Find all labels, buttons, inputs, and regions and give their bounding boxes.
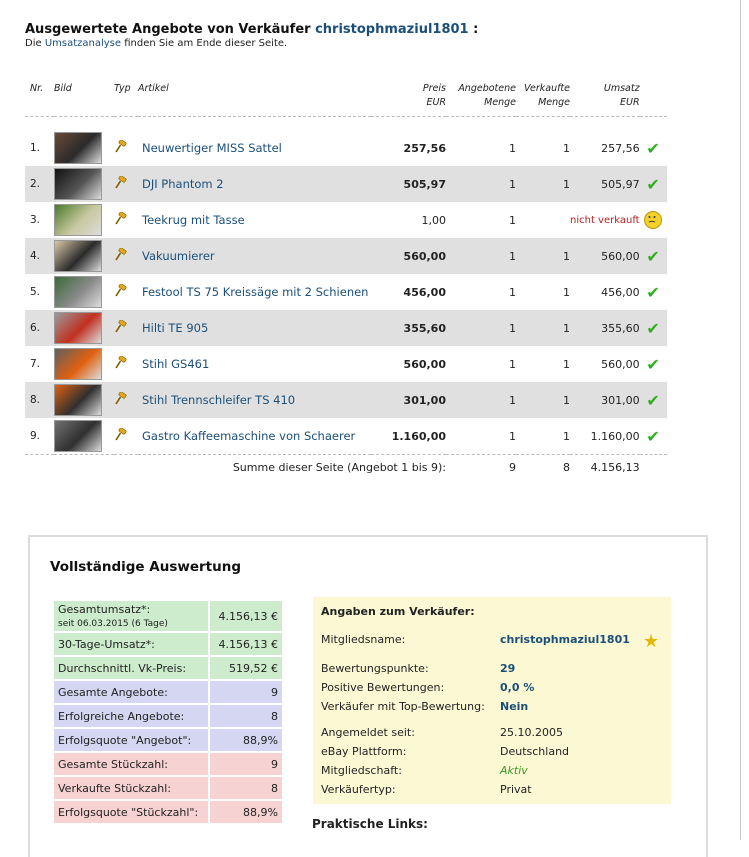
item-thumbnail[interactable] [54,276,102,308]
stat-value: 9 [210,753,282,775]
item-title-link[interactable]: Gastro Kaffeemaschine von Schaerer [142,429,356,443]
check-icon: ✔ [646,174,660,194]
stat-label: 30-Tage-Umsatz*: [58,637,155,651]
item-title-link[interactable]: Festool TS 75 Kreissäge mit 2 Schienen [142,285,369,299]
seller-type-value: Privat [500,783,532,796]
stats-row [54,753,282,775]
item-price: 1.160,00 [371,418,446,455]
points-value[interactable]: 29 [500,662,516,675]
item-thumbnail[interactable] [54,420,102,452]
stats-row [54,705,282,727]
item-revenue: 257,56 [570,130,640,166]
membership-value: Aktiv [500,764,528,777]
check-icon: ✔ [646,138,660,158]
item-sold-qty: 1 [516,382,570,418]
item-thumbnail[interactable] [54,240,102,272]
table-row [25,418,667,455]
stats-row [54,681,282,703]
item-title-link[interactable]: DJI Phantom 2 [142,177,224,191]
practical-links-title: Praktische Links: [312,817,428,831]
item-thumbnail[interactable] [54,312,102,344]
item-sold-qty: 1 [516,238,570,274]
item-revenue: 301,00 [570,382,640,418]
item-revenue: 1.160,00 [570,418,640,455]
auction-hammer-icon [114,284,128,298]
item-revenue: nicht verkauft [570,202,640,238]
seller-info-title: Angaben zum Verkäufer: [321,605,475,618]
item-thumbnail[interactable] [54,348,102,380]
item-thumbnail[interactable] [54,384,102,416]
stats-table [52,599,284,825]
offers-header-row [25,82,667,117]
table-row [25,310,667,346]
positive-label: Positive Bewertungen: [321,681,445,694]
item-title-link[interactable]: Neuwertiger MISS Sattel [142,141,282,155]
stat-label: Gesamte Stückzahl: [58,757,168,771]
col-status [640,82,667,117]
item-title-link[interactable]: Hilti TE 905 [142,321,209,335]
item-offered-qty: 1 [446,202,516,238]
col-artikel: Artikel [138,83,169,94]
item-offered-qty: 1 [446,274,516,310]
item-price: 301,00 [371,382,446,418]
item-sold-qty [516,202,570,238]
sum-row [25,456,667,478]
sum-label: Summe dieser Seite (Angebot 1 bis 9): [232,460,446,474]
item-price: 505,97 [371,166,446,202]
item-title-link[interactable]: Stihl GS461 [142,357,210,371]
item-sold-qty: 1 [516,418,570,455]
stat-value: 88,9% [210,801,282,823]
stat-value: 519,52 € [210,657,282,679]
table-row [25,238,667,274]
row-number: 8. [25,382,54,418]
table-row [25,202,667,238]
page-subtitle [25,38,478,49]
check-icon: ✔ [646,318,660,338]
sum-offered: 9 [509,460,516,474]
stats-row [54,777,282,799]
title-prefix: Ausgewertete Angebote von Verkäufer [25,22,311,37]
stat-label: Erfolgsquote "Stückzahl": [58,805,199,819]
item-title-link[interactable]: Stihl Trennschleifer TS 410 [142,393,296,407]
stats-row [54,729,282,751]
col-umsatz: Umsatz EUR [603,83,640,108]
check-icon: ✔ [646,426,660,446]
stats-row [54,633,282,655]
item-sold-qty: 1 [516,130,570,166]
stat-label: Durchschnittl. Vk-Preis: [58,661,187,675]
stat-label: Erfolgreiche Angebote: [58,709,185,723]
auction-hammer-icon [114,248,128,262]
row-number: 3. [25,202,54,238]
col-typ: Typ [114,83,131,94]
item-revenue: 505,97 [570,166,640,202]
page-frame-border [740,0,741,840]
item-title-link[interactable]: Teekrug mit Tasse [142,213,245,227]
item-title-link[interactable]: Vakuumierer [142,249,215,263]
platform-label: eBay Plattform: [321,745,407,758]
item-sold-qty: 1 [516,166,570,202]
item-price: 560,00 [371,238,446,274]
col-preis: Preis EUR [422,83,446,108]
stat-value: 9 [210,681,282,703]
membership-label: Mitgliedschaft: [321,764,402,777]
stat-label: Erfolgsquote "Angebot": [58,733,192,747]
page-title [25,22,478,37]
member-label: Mitgliedsname: [321,633,406,646]
auction-hammer-icon [114,212,128,226]
stat-label: Gesamtumsatz*: [58,603,151,616]
stat-value: 8 [210,705,282,727]
stats-row [54,657,282,679]
check-icon: ✔ [646,282,660,302]
stat-label: Gesamte Angebote: [58,685,168,699]
auction-hammer-icon [114,140,128,154]
table-row [25,166,667,202]
stat-value: 88,9% [210,729,282,751]
col-nr: Nr. [30,83,44,94]
row-number: 2. [25,166,54,202]
since-label: Angemeldet seit: [321,726,415,739]
sum-sold: 8 [563,460,570,474]
item-offered-qty: 1 [446,166,516,202]
item-offered-qty: 1 [446,130,516,166]
row-number: 7. [25,346,54,382]
auction-hammer-icon [114,428,128,442]
item-price: 355,60 [371,310,446,346]
item-price: 257,56 [371,130,446,166]
col-angebotene-menge: Angebotene Menge [458,83,516,108]
item-thumbnail[interactable] [54,168,102,200]
umsatzanalyse-link[interactable]: Umsatzanalyse [44,38,122,49]
row-number: 5. [25,274,54,310]
page-header [25,22,478,49]
title-suffix: : [473,22,479,37]
item-revenue: 560,00 [570,238,640,274]
stat-value: 4.156,13 € [210,633,282,655]
row-number: 6. [25,310,54,346]
row-number: 4. [25,238,54,274]
stats-row [54,601,282,631]
auction-hammer-icon [114,320,128,334]
since-value: 25.10.2005 [500,726,563,739]
item-thumbnail[interactable] [54,204,102,236]
item-price: 560,00 [371,346,446,382]
item-sold-qty: 1 [516,310,570,346]
stats-row [54,801,282,823]
item-thumbnail[interactable] [54,132,102,164]
positive-value: 0,0 % [500,681,535,694]
subtitle-prefix: Die [25,38,42,49]
item-revenue: 560,00 [570,346,640,382]
table-row [25,130,667,166]
check-icon: ✔ [646,354,660,374]
row-number: 9. [25,418,54,455]
item-offered-qty: 1 [446,310,516,346]
star-icon: ★ [643,631,660,652]
platform-value: Deutschland [500,745,570,758]
table-row [25,346,667,382]
offers-table [25,82,667,478]
table-row [25,274,667,310]
stat-value: 8 [210,777,282,799]
seller-type-label: Verkäufertyp: [321,783,396,796]
analysis-title: Vollständige Auswertung [50,559,241,575]
item-price: 456,00 [371,274,446,310]
item-offered-qty: 1 [446,346,516,382]
top-rated-label: Verkäufer mit Top-Bewertung: [321,700,485,713]
top-rated-value: Nein [500,700,529,713]
smiley-icon [644,211,662,229]
auction-hammer-icon [114,176,128,190]
item-offered-qty: 1 [446,418,516,455]
stat-note: seit 06.03.2015 (6 Tage) [58,619,168,629]
stat-label: Verkaufte Stückzahl: [58,781,172,795]
auction-hammer-icon [114,356,128,370]
item-revenue: 355,60 [570,310,640,346]
item-revenue: 456,00 [570,274,640,310]
check-icon: ✔ [646,390,660,410]
analysis-panel [28,535,708,857]
check-icon: ✔ [646,246,660,266]
sum-revenue: 4.156,13 [590,460,640,474]
col-verkaufte-menge: Verkaufte Menge [524,83,570,108]
seller-name-link[interactable]: christophmaziul1801 [315,22,469,37]
row-number: 1. [25,130,54,166]
table-row [25,382,667,418]
item-sold-qty: 1 [516,346,570,382]
col-bild: Bild [54,83,72,94]
member-value-link[interactable]: christophmaziul1801 [500,633,630,646]
seller-info-box [313,597,671,804]
subtitle-suffix: finden Sie am Ende dieser Seite. [124,38,288,49]
item-offered-qty: 1 [446,238,516,274]
item-offered-qty: 1 [446,382,516,418]
item-sold-qty: 1 [516,274,570,310]
item-price: 1,00 [371,202,446,238]
auction-hammer-icon [114,392,128,406]
stat-value: 4.156,13 € [210,601,282,631]
points-label: Bewertungspunkte: [321,662,429,675]
